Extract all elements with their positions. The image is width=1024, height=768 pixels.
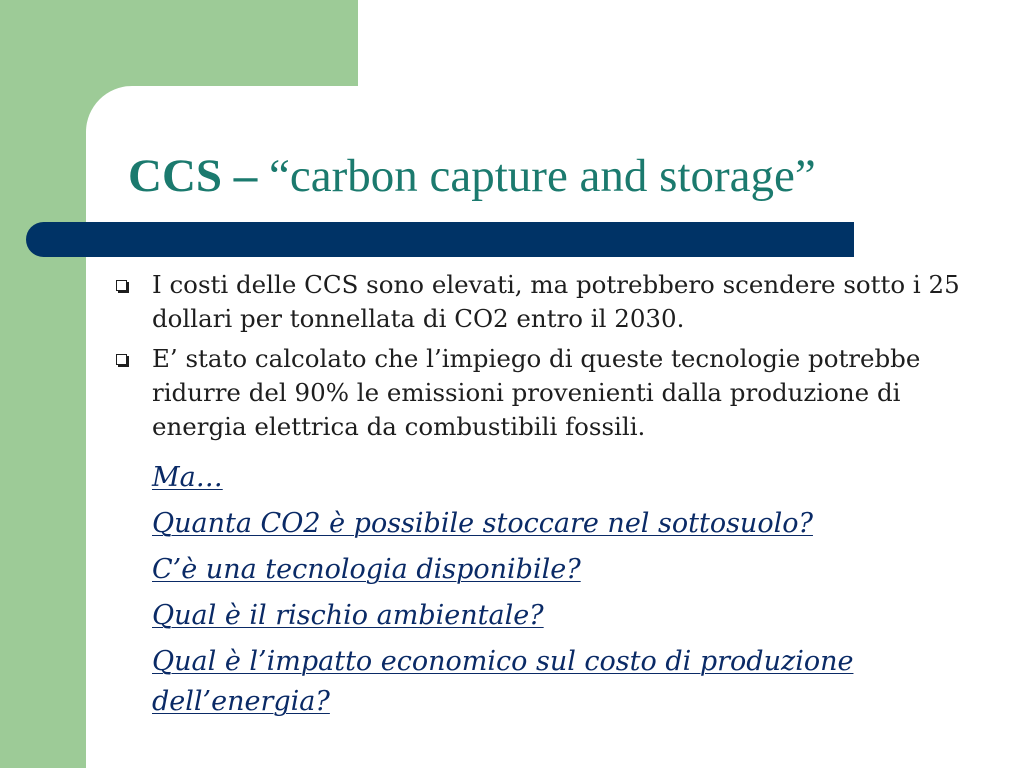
slide-title: [128, 144, 1008, 208]
bullet-text: E’ stato calcolato che l’impiego di queste tecnologie potrebbe ridurre del 90% le emissioni provenienti dalla produzione di energia elettrica da combustibili fossili.: [152, 344, 921, 441]
question-link-co2-storage[interactable]: Quanta CO2 è possibile stoccare nel sottosuolo?: [152, 508, 813, 539]
slide-title-acronym: CCS –: [128, 150, 270, 202]
bullet-text: I costi delle CCS sono elevati, ma potrebbero scendere sotto i 25 dollari per tonnellata di CO2 entro il 2030.: [152, 270, 960, 333]
title-underline-bar: [26, 222, 854, 257]
slide-body: [110, 268, 990, 722]
slide-title-subtitle: “carbon capture and storage”: [269, 150, 816, 202]
bullet-item: [110, 342, 990, 444]
question-link-environmental-risk[interactable]: Qual è il rischio ambientale?: [152, 600, 544, 631]
square-bullet-icon: [116, 280, 127, 291]
square-bullet-icon: [116, 354, 127, 365]
question-link-ma[interactable]: Ma…: [152, 462, 223, 493]
question-link-economic-impact[interactable]: Qual è l’impatto economico sul costo di produzione dell’energia?: [152, 646, 854, 717]
bullet-item: [110, 268, 990, 336]
question-link-technology[interactable]: C’è una tecnologia disponibile?: [152, 554, 581, 585]
